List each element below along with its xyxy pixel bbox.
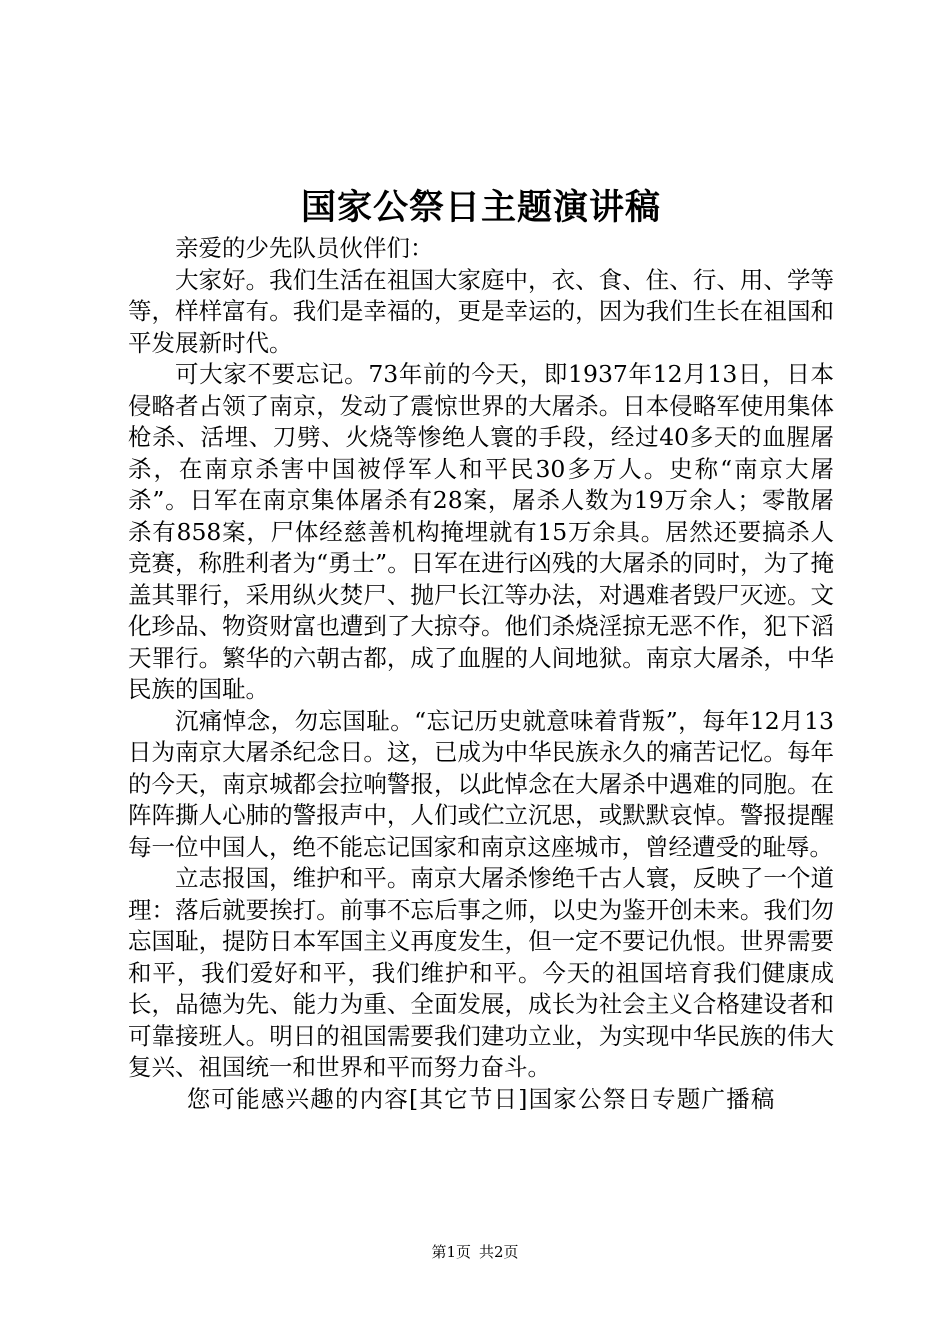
paragraph: 可大家不要忘记。73年前的今天，即1937年12月13日，日本侵略者占领了南京，发动了震惊世界的大屠杀。日本侵略军使用集体枪杀、活埋、刀劈、火烧等惨绝人寰的手段，经过40多天的血腥屠杀，在南京杀害中国被俘军人和平民30多万人。史称“南京大屠杀”。日军在南京集体屠杀有28案，屠杀人数为19万余人；零散屠杀有858案，尸体经慈善机构掩埋就有15万余具。居然还要搞杀人竞赛，称胜利者为“勇士”。日军在进行凶残的大屠杀的同时，为了掩盖其罪行，采用纵火焚尸、抛尸长江等办法，对遇难者毁尸灭迹。文化珍品、物资财富也遭到了大掠夺。他们杀烧淫掠无恶不作，犯下滔天罪行。繁华的六朝古都，成了血腥的人间地狱。南京大屠杀，中华民族的国耻。 — [128, 360, 834, 703]
paragraph: 大家好。我们生活在祖国大家庭中，衣、食、住、行、用、学等等，样样富有。我们是幸福的，更是幸运的，因为我们生长在祖国和平发展新时代。 — [128, 265, 834, 357]
page-total: 共2页 — [479, 1243, 519, 1261]
paragraph: 立志报国，维护和平。南京大屠杀惨绝千古人寰，反映了一个道理：落后就要挨打。前事不忘后事之师，以史为鉴开创未来。我们勿忘国耻，提防日本军国主义再度发生，但一定不要记仇恨。世界需要和平，我们爱好和平，我们维护和平。今天的祖国培育我们健康成长，品德为先、能力为重、全面发展，成长为社会主义合格建设者和可靠接班人。明日的祖国需要我们建功立业，为实现中华民族的伟大复兴、祖国统一和世界和平而努力奋斗。 — [128, 864, 834, 1081]
document-title: 国家公祭日主题演讲稿 — [300, 187, 661, 228]
page-footer — [0, 1242, 950, 1262]
greeting-line: 亲爱的少先队员伙伴们： — [175, 234, 434, 262]
page-number: 第1页 — [431, 1243, 471, 1261]
document-body — [128, 233, 834, 1115]
related-content-link[interactable]: 您可能感兴趣的内容[其它节日]国家公祭日专题广播稿 — [186, 1084, 776, 1113]
document-page — [128, 0, 834, 1344]
paragraph: 沉痛悼念，勿忘国耻。“忘记历史就意味着背叛”，每年12月13日为南京大屠杀纪念日。这，已成为中华民族永久的痛苦记忆。每年的今天，南京城都会拉响警报，以此悼念在大屠杀中遇难的同胞。在阵阵撕人心肺的警报声中，人们或伫立沉思，或默默哀悼。警报提醒每一位中国人，绝不能忘记国家和南京这座城市，曾经遭受的耻辱。 — [128, 706, 834, 861]
